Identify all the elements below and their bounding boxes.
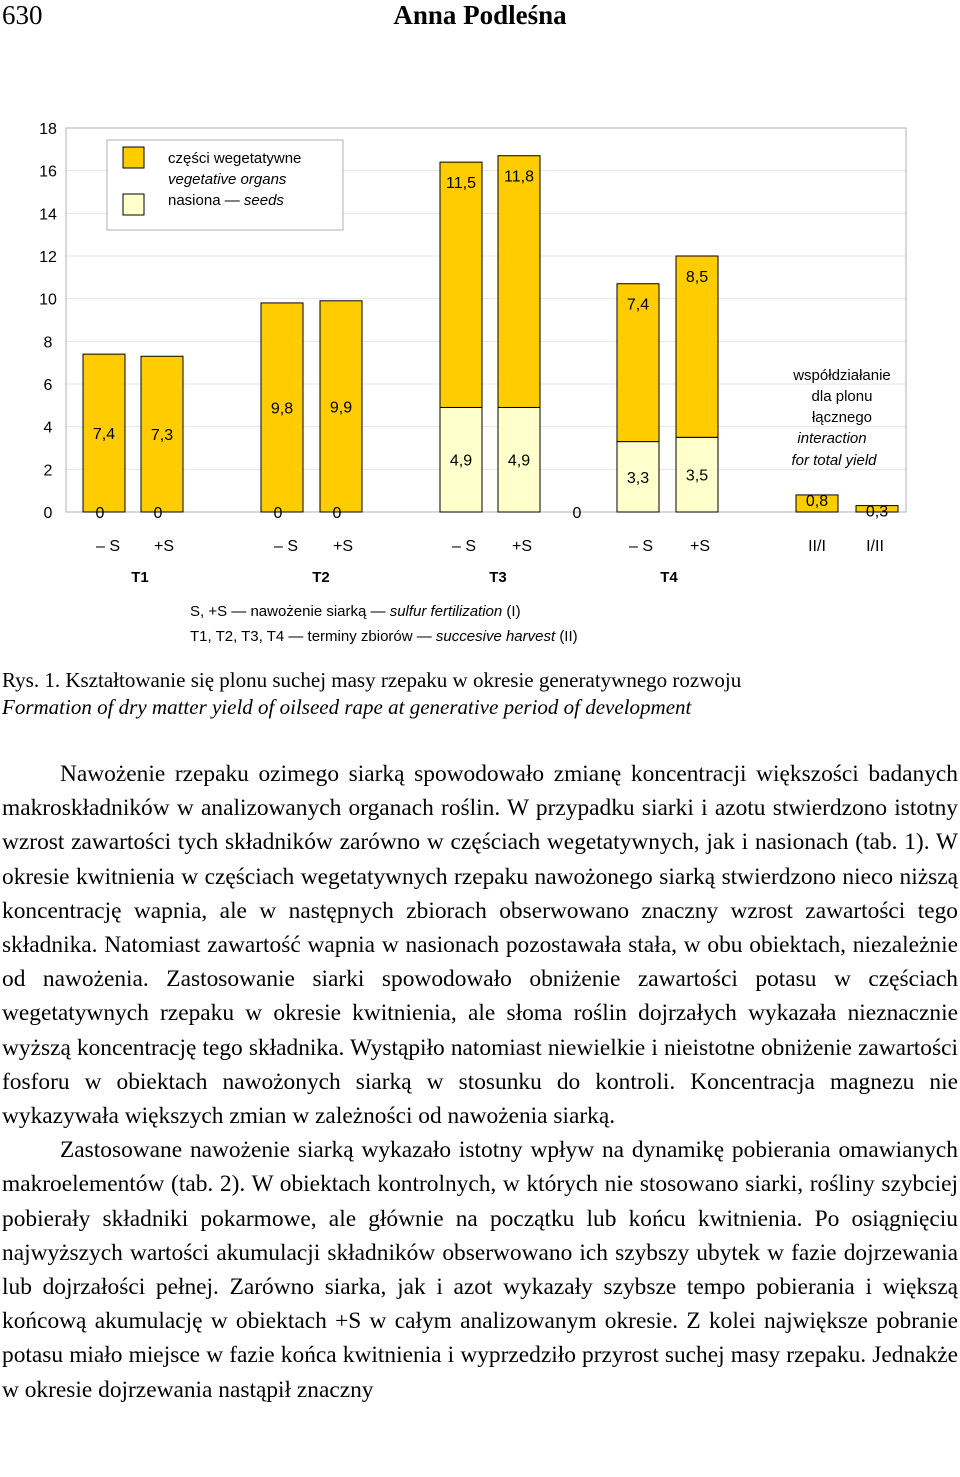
interaction-title-line-2: dla plonu: [811, 388, 873, 405]
data-label-seeds: 0: [273, 505, 283, 522]
legend-swatch-vegetative: [123, 147, 144, 168]
data-label-seeds: 0: [153, 505, 163, 522]
page-number: 630: [2, 0, 43, 30]
legend-label-vegetative-en: vegetative organs: [168, 171, 287, 188]
y-tick-label: 10: [39, 291, 57, 309]
caption-english: Formation of dry matter yield of oilseed rape at generative period of development: [2, 695, 692, 719]
interaction-title-line-1: współdziałanie: [793, 367, 891, 384]
x-category-label: +S: [511, 538, 533, 555]
footnote-line-2: T1, T2, T3, T4 — terminy zbiorów — succesive harvest (II): [190, 628, 578, 645]
bar-vegetative: [498, 156, 540, 408]
data-label-vegetative: 8,5: [685, 269, 709, 286]
paragraph-1: Nawożenie rzepaku ozimego siarką spowodowało zmianę koncentracji większości badanych makroskładników w analizowanych organach roślin. W przypadku siarki i azotu stwierdzono istotny wzrost zawartości tych składników zarówno w częściach wegetatywnych, jak i nasionach (tab. 1). W okresie kwitnienia w częściach wegetatywnych rzepaku nawożonego siarką stwierdzono nieco niższą koncentrację wapnia, ale w następnych zbiorach obserwowano znaczny wzrost zawartości tego składnika. Natomiast zawartość wapnia w nasionach pozostawała stała, w obu obiektach, niezależnie od nawożenia. Zastosowanie siarki spowodowało obniżenie zawartości potasu w częściach wegetatywnych rzepaku w okresie kwitnienia, ale słoma roślin dojrzałych wykazała nieznacznie wyższą koncentrację tego składnika. Wystąpiło natomiast niewielkie i nieistotne obniżenie zawartości fosforu w obiektach nawożonych siarką w stosunku do kontroli. Koncentracja magnezu nie wykazywała większych zmian w zależności od nawożenia siarką.: [2, 761, 958, 1130]
y-tick-label: 18: [39, 121, 57, 138]
data-label-seeds: 4,9: [449, 452, 473, 470]
x-category-label-interaction: I/II: [866, 538, 884, 555]
footnote-line-1: S, +S — nawożenie siarką — sulfur fertilization (I): [190, 603, 521, 620]
running-head-author: Anna Podleśna: [393, 0, 567, 30]
data-label-vegetative: 9,9: [329, 399, 353, 417]
data-label-vegetative: 11,5: [446, 175, 476, 193]
x-category-label: – S: [273, 538, 299, 555]
legend-swatch-seeds: [123, 194, 144, 215]
data-label-vegetative: 11,8: [504, 168, 534, 186]
legend-label-seeds: nasiona — seeds: [168, 192, 284, 209]
x-category-label: – S: [628, 538, 654, 555]
data-label-vegetative: 7,3: [150, 427, 174, 445]
interaction-title-line-3: łącznego: [811, 409, 873, 426]
body-text: [2, 757, 958, 1407]
y-tick-label: 4: [43, 419, 53, 437]
data-label-interaction: 0,8: [805, 492, 829, 510]
x-group-label: T3: [489, 569, 507, 586]
y-tick-label: 14: [39, 206, 57, 224]
data-label-seeds: 3,5: [685, 467, 709, 485]
x-group-label: T1: [131, 569, 149, 586]
x-category-label: +S: [153, 538, 175, 555]
interaction-title: [791, 367, 890, 469]
x-category-label: – S: [95, 538, 121, 555]
x-group-label: T2: [312, 569, 330, 586]
bar-vegetative: [440, 162, 482, 407]
data-label-seeds: 0: [95, 505, 105, 522]
y-tick-label: 8: [43, 334, 53, 352]
x-category-label: +S: [689, 538, 711, 555]
x-category-label-interaction: II/I: [808, 538, 826, 555]
y-tick-label: 2: [43, 462, 53, 480]
data-label-seeds: 3,3: [626, 469, 650, 487]
data-label-vegetative: 7,4: [626, 296, 650, 314]
caption-polish: Rys. 1. Kształtowanie się plonu suchej masy rzepaku w okresie generatywnego rozwoju: [2, 668, 742, 692]
x-category-label: +S: [332, 538, 354, 555]
paragraph-2: Zastosowane nawożenie siarką wykazało istotny wpływ na dynamikę pobierania omawianych makroelementów (tab. 2). W obiektach kontrolnych, w których nie stosowano siarki, rośliny szybciej pobierały składniki pokarmowe, ale głównie na początku lub końcu kwitnienia. Po osiągnięciu najwyższych wartości akumulacji składników obserwowano ich szybszy ubytek w fazie dojrzewania lub dojrzałości pełnej. Zarówno siarka, jak i azot wykazały szybsze tempo pobierania i większą końcową akumulację w obiektach +S w całym analizowanym okresie. Z kolei największe pobranie potasu miało miejsce w fazie końca kwitnienia i wyprzedziło przyrost suchej masy rzepaku. Jednakże w okresie dojrzewania nastąpił znaczny: [2, 1137, 958, 1403]
data-label-seeds: 4,9: [507, 452, 531, 470]
data-label-vegetative: 9,8: [270, 400, 294, 418]
y-axis-ticks: [39, 121, 57, 522]
y-tick-label: 12: [39, 249, 57, 266]
interaction-title-en-line-2: for total yield: [791, 452, 877, 469]
chart-legend: [107, 140, 343, 230]
data-label-interaction: 0,3: [865, 503, 889, 521]
y-tick-label: 16: [39, 163, 57, 181]
data-label-vegetative: 7,4: [92, 426, 116, 444]
y-tick-label: 0: [43, 505, 53, 522]
legend-label-vegetative: części wegetatywne: [168, 150, 302, 167]
data-label-seeds: 0: [332, 505, 342, 522]
y-tick-label: 6: [43, 377, 53, 394]
figure-caption: [2, 667, 960, 721]
dry-matter-yield-chart: [0, 0, 960, 660]
stray-zero-label: 0: [572, 505, 582, 522]
x-group-label: T4: [660, 569, 678, 586]
x-category-label: – S: [451, 538, 477, 555]
interaction-title-en-line-1: interaction: [797, 430, 867, 447]
chart-footnote: [190, 603, 578, 645]
